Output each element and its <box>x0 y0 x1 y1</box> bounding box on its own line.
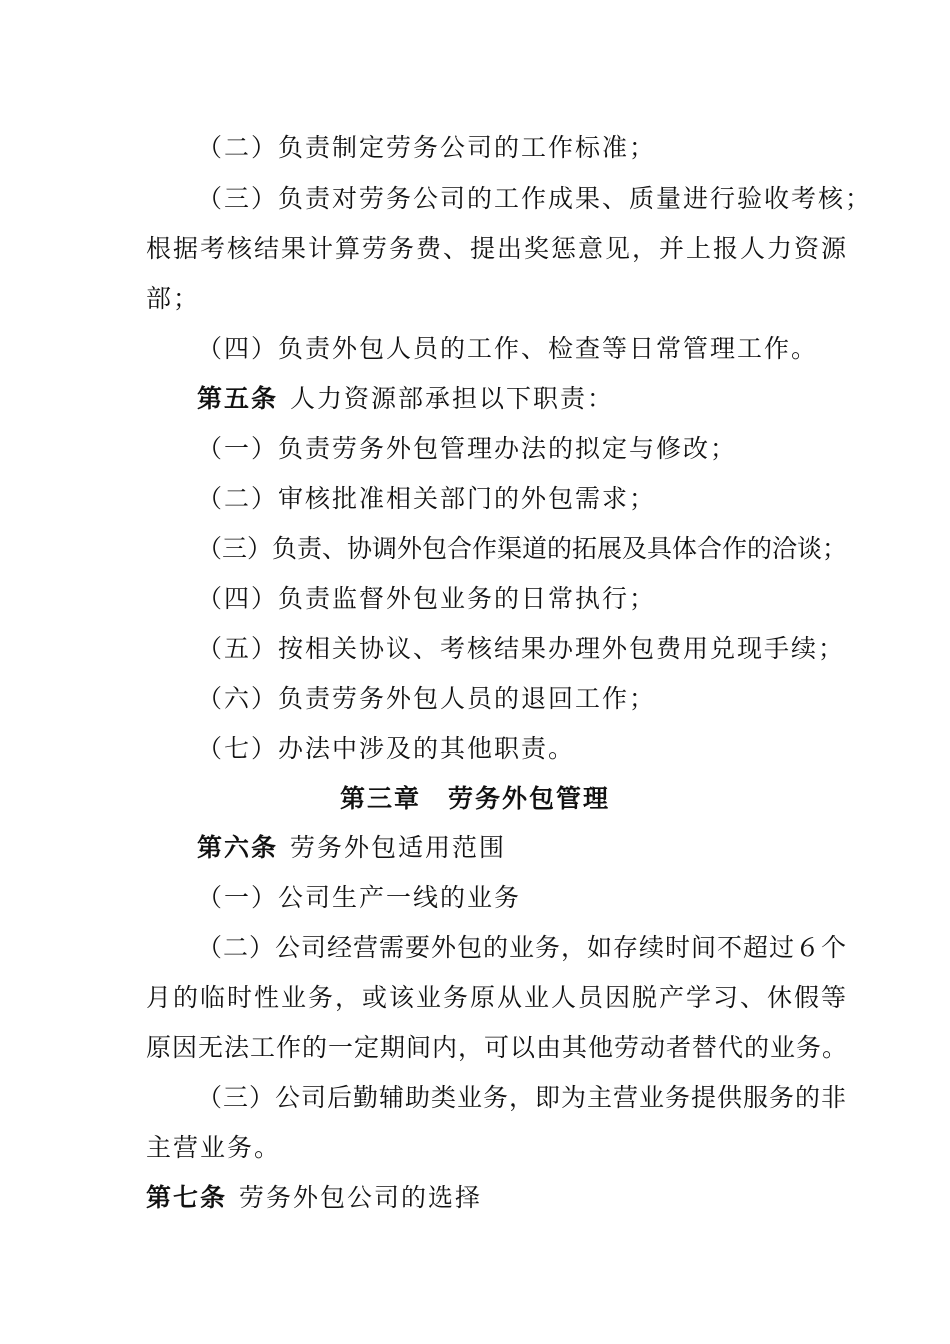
paragraph-dept-duty-2: （二）负责制定劳务公司的工作标准； <box>197 133 657 162</box>
paragraph-dept-duty-4: （四）负责外包人员的工作、检查等日常管理工作。 <box>197 334 819 363</box>
hr-duty-1: （一）负责劳务外包管理办法的拟定与修改； <box>197 434 738 463</box>
scope-2-end: 原因无法工作的一定期间内，可以由其他劳动者替代的业务。 <box>146 1033 849 1062</box>
scope-2: （二）公司经营需要外包的业务，如存续时间不超过６个 <box>197 933 848 962</box>
hr-duty-5: （五）按相关协议、考核结果办理外包费用兑现手续； <box>197 634 846 663</box>
article-5-title: 第五条 <box>197 384 279 413</box>
chapter-heading: 第三章 劳务外包管理 <box>339 784 610 813</box>
scope-3-end: 主营业务。 <box>146 1133 282 1162</box>
article-7 <box>146 1181 482 1215</box>
article-6-title: 第六条 <box>197 833 279 862</box>
hr-duty-6: （六）负责劳务外包人员的退回工作； <box>197 684 657 713</box>
article-5 <box>197 382 614 416</box>
article-5-text: 人力资源部承担以下职责： <box>290 384 615 413</box>
paragraph-dept-duty-3-cont: 根据考核结果计算劳务费、提出奖惩意见，并上报人力资源 <box>146 234 849 263</box>
article-7-title: 第七条 <box>146 1183 228 1212</box>
hr-duty-2: （二）审核批准相关部门的外包需求； <box>197 484 657 513</box>
article-6 <box>197 831 506 865</box>
paragraph-dept-duty-3: （三）负责对劳务公司的工作成果、质量进行验收考核； <box>197 184 873 213</box>
hr-duty-4: （四）负责监督外包业务的日常执行； <box>197 584 657 613</box>
article-6-text: 劳务外包适用范围 <box>290 833 507 862</box>
scope-1: （一）公司生产一线的业务 <box>197 883 522 912</box>
scope-3: （三）公司后勤辅助类业务，即为主营业务提供服务的非 <box>197 1083 848 1112</box>
article-7-text: 劳务外包公司的选择 <box>239 1183 483 1212</box>
scope-2-cont: 月的临时性业务，或该业务原从业人员因脱产学习、休假等 <box>146 983 849 1012</box>
hr-duty-3: （三）负责、协调外包合作渠道的拓展及具体合作的洽谈； <box>197 534 848 563</box>
paragraph-dept-duty-3-end: 部； <box>146 284 201 313</box>
hr-duty-7: （七）办法中涉及的其他职责。 <box>197 734 576 763</box>
